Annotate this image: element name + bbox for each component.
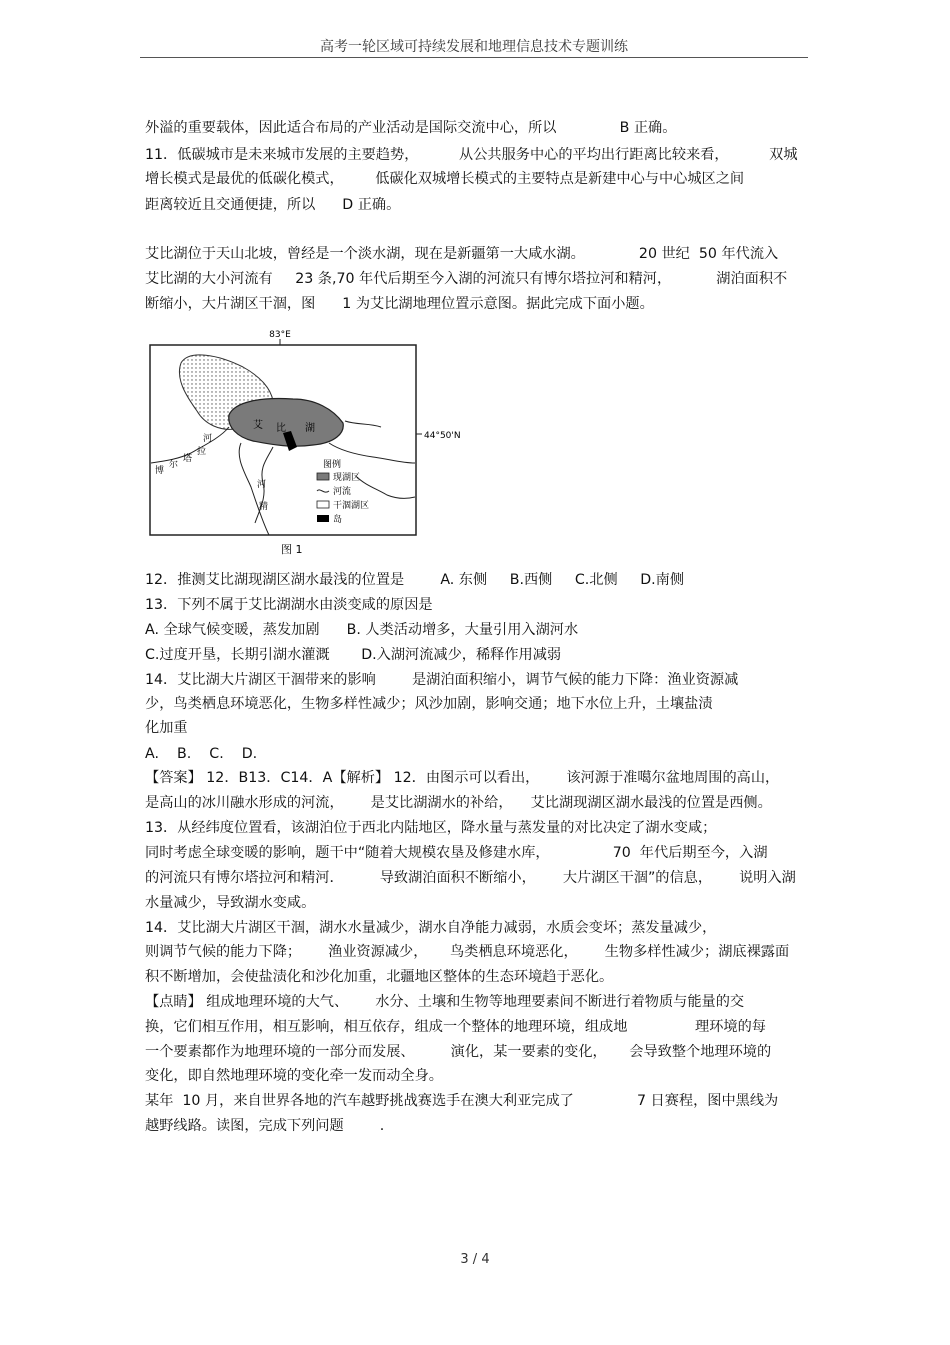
legend-title: 图例 (323, 460, 342, 470)
lake-char: 比 (276, 423, 286, 434)
text-line: 化加重 (145, 720, 188, 736)
text-line: 艾比湖位于天山北坡，曾经是一个淡水湖，现在是新疆第一大咸水湖。 20 世纪 50 年代流入 (145, 246, 779, 262)
longitude-label: 83°E (269, 330, 291, 340)
legend-swatch-island (317, 515, 329, 522)
lake-char: 艾 (253, 420, 263, 431)
text-line: C.过度开垦，长期引湖水灌溉 D.入湖河流减少，稀释作用减弱 (145, 647, 562, 663)
text-line: 积不断增加，会使盐渍化和沙化加重，北疆地区整体的生态环境趋于恶化。 (145, 969, 614, 985)
text-line: 13．下列不属于艾比湖湖水由淡变咸的原因是 (145, 597, 433, 613)
text-line: 【点睛】 组成地理环境的大气、 水分、土壤和生物等地理要素间不断进行着物质与能量的交 (145, 994, 745, 1010)
text-line: 变化，即自然地理环境的变化牵一发而动全身。 (145, 1068, 443, 1084)
legend-item: 岛 (333, 515, 343, 525)
text-line: 12．推测艾比湖现湖区湖水最浅的位置是 A. 东侧 B.西侧 C.北侧 D.南侧 (145, 572, 685, 588)
river-label-char: 河 (257, 480, 267, 490)
river-label-char: 尔 (169, 460, 179, 470)
text-line: 艾比湖的大小河流有 23 条,70 年代后期至今入湖的河流只有博尔塔拉河和精河， 湖泊面积不 (145, 271, 788, 287)
text-line: A. B. C. D. (145, 746, 258, 762)
text-line: 换，它们相互作用，相互影响，相互依存，组成一个整体的地理环境，组成地 理环境的每 (145, 1019, 766, 1035)
legend-item: 现湖区 (333, 473, 361, 483)
legend-swatch-current-lake (317, 473, 329, 480)
page-number: 3 / 4 (460, 1252, 490, 1267)
text-line: 14．艾比湖大片湖区干涸带来的影响 是湖泊面积缩小，调节气候的能力下降：渔业资源减 (145, 672, 739, 688)
text-line: 越野线路。读图，完成下列问题 . (145, 1118, 385, 1134)
river-label-char: 精 (259, 502, 269, 512)
text-line: 某年 10 月，来自世界各地的汽车越野挑战赛选手在澳大利亚完成了 7 日赛程，图中黑线为 (145, 1093, 779, 1109)
figure-caption: 图 1 (281, 543, 303, 556)
text-line: 【答案】 12．B13．C14．A【解析】 12．由图示可以看出， 该河源于准噶尔盆地周围的高山， (145, 770, 780, 786)
text-line: A. 全球气候变暖，蒸发加剧 B. 人类活动增多，大量引用入湖河水 (145, 622, 579, 638)
lake-char: 湖 (305, 423, 315, 434)
river-label-char: 博 (155, 466, 165, 476)
header-divider (140, 57, 808, 58)
text-line: 断缩小，大片湖区干涸，图 1 为艾比湖地理位置示意图。据此完成下面小题。 (145, 296, 654, 312)
text-line: 水量减少，导致湖水变咸。 (145, 895, 316, 911)
page-header: 高考一轮区域可持续发展和地理信息技术专题训练 (320, 39, 628, 55)
map-svg (143, 327, 471, 557)
text-line: 增长模式是最优的低碳化模式， 低碳化双城增长模式的主要特点是新建中心与中心城区之间 (145, 171, 745, 187)
aibi-lake-map-figure (143, 327, 471, 557)
text-line: 11．低碳城市是未来城市发展的主要趋势， 从公共服务中心的平均出行距离比较来看， 双城 (145, 147, 798, 163)
text-line: 一个要素都作为地理环境的一部分而发展、 演化，某一要素的变化， 会导致整个地理环境的 (145, 1044, 772, 1060)
legend-swatch-dried-lake (317, 501, 329, 508)
text-line: 同时考虑全球变暖的影响，题干中“随着大规模农垦及修建水库， 70 年代后期至今，入湖 (145, 845, 768, 861)
river-label-char: 拉 (197, 447, 207, 457)
text-line: 距离较近且交通便捷，所以 D 正确。 (145, 197, 401, 213)
latitude-label: 44°50'N (424, 431, 461, 441)
text-line: 14．艾比湖大片湖区干涸，湖水水量减少，湖水自净能力减弱，水质会变坏；蒸发量减少， (145, 920, 717, 936)
legend-item: 河流 (333, 487, 352, 497)
river-label-char: 塔 (183, 454, 193, 464)
river-label-char: 河 (203, 434, 213, 444)
text-line: 的河流只有博尔塔拉河和精河． 导致湖泊面积不断缩小， 大片湖区干涸”的信息， 说明入湖 (145, 870, 796, 886)
text-line: 少，鸟类栖息环境恶化，生物多样性减少；风沙加剧，影响交通；地下水位上升，土壤盐渍 (145, 696, 713, 712)
text-line: 则调节气候的能力下降； 渔业资源减少， 鸟类栖息环境恶化， 生物多样性减少；湖底裸露面 (145, 944, 790, 960)
text-line: 是高山的冰川融水形成的河流， 是艾比湖湖水的补给， 艾比湖现湖区湖水最浅的位置是西侧。 (145, 795, 772, 811)
legend-item: 干涸湖区 (333, 501, 370, 511)
text-line: 13．从经纬度位置看，该湖泊位于西北内陆地区，降水量与蒸发量的对比决定了湖水变咸； (145, 820, 717, 836)
text-line: 外溢的重要载体，因此适合布局的产业活动是国际交流中心，所以 B 正确。 (145, 120, 677, 136)
